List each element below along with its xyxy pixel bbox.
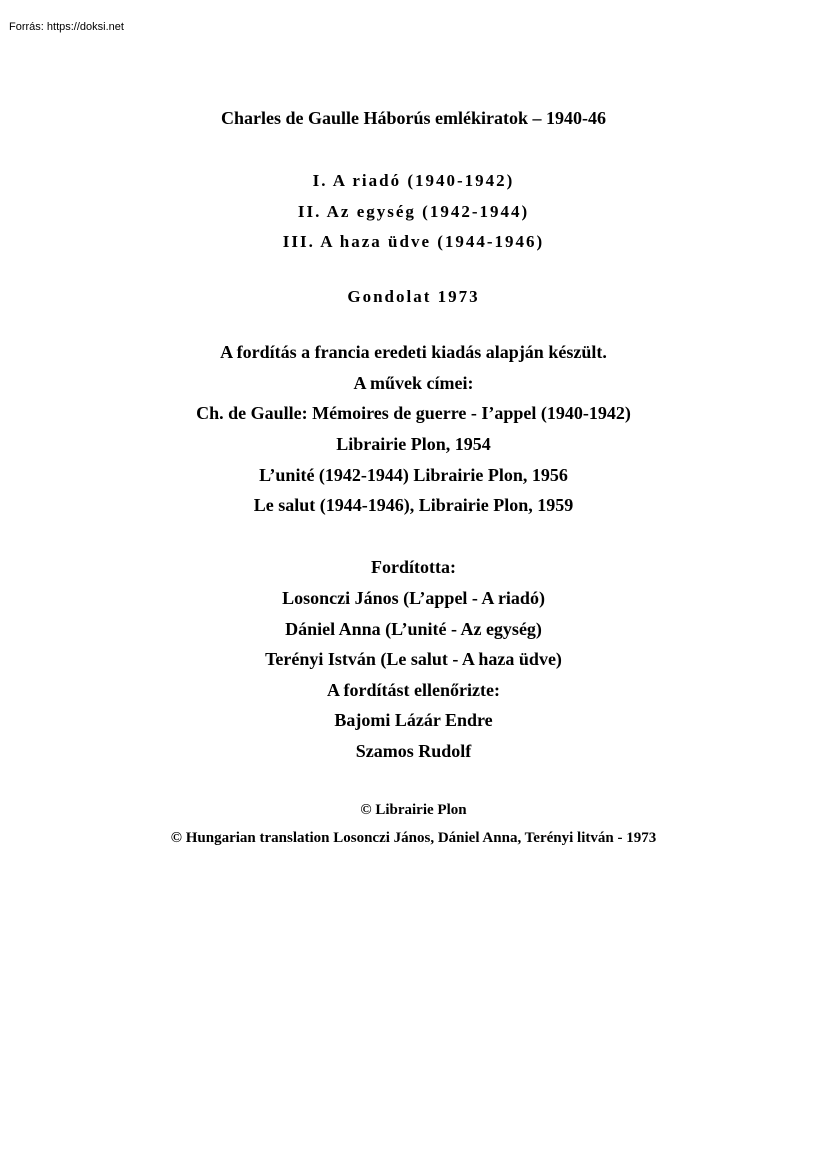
reviewers-heading: A fordítást ellenőrizte:: [327, 680, 500, 700]
copyright-translation: © Hungarian translation Losonczi János, Dániel Anna, Terényi litván - 1973: [170, 830, 657, 846]
translators-heading: Fordította:: [371, 557, 456, 577]
volume-title-3: III. A haza üdve (1944-1946): [282, 232, 545, 251]
translator-2: Dániel Anna (L’unité - Az egység): [285, 619, 542, 639]
original-line-3: Ch. de Gaulle: Mémoires de guerre - I’appel (1940-1942): [196, 403, 631, 423]
copyright-publisher: © Librairie Plon: [360, 802, 467, 818]
translator-3: Terényi István (Le salut - A haza üdve): [265, 649, 562, 669]
original-line-5: L’unité (1942-1944) Librairie Plon, 1956: [259, 465, 568, 485]
original-line-6: Le salut (1944-1946), Librairie Plon, 1959: [253, 495, 574, 515]
original-line-1: A fordítás a francia eredeti kiadás alapján készült.: [220, 342, 607, 362]
source-watermark: Forrás: https://doksi.net: [9, 21, 124, 33]
volume-title-1: I. A riadó (1940-1942): [312, 171, 515, 190]
book-title: Charles de Gaulle Háborús emlékiratok – 1940-46: [221, 108, 606, 128]
volume-title-2: II. Az egység (1942-1944): [297, 202, 530, 221]
translator-1: Losonczi János (L’appel - A riadó): [282, 588, 545, 608]
publisher-line: Gondolat 1973: [347, 287, 480, 306]
reviewer-1: Bajomi Lázár Endre: [334, 710, 493, 730]
original-line-2: A művek címei:: [353, 373, 474, 393]
reviewer-2: Szamos Rudolf: [355, 741, 472, 761]
original-line-4: Librairie Plon, 1954: [336, 434, 491, 454]
